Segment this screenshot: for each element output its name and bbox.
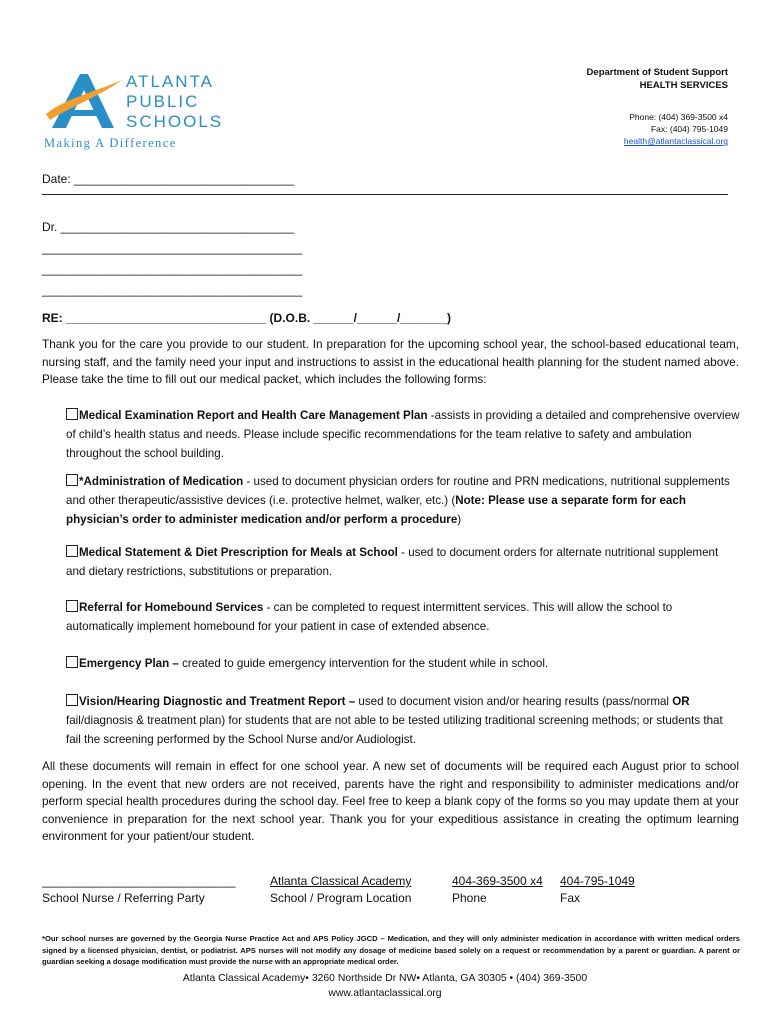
form-item bbox=[66, 543, 740, 581]
contact-phone: Phone: (404) 369-3500 x4 bbox=[629, 112, 728, 122]
department-services: HEALTH SERVICES bbox=[639, 80, 728, 91]
department-name: Department of Student Support bbox=[586, 67, 728, 78]
doctor-address-line[interactable]: _______________________________________ bbox=[42, 283, 303, 297]
footer-address: Atlanta Classical Academy• 3260 Northside Dr NW• Atlanta, GA 30305 • (404) 369-3500 bbox=[182, 973, 588, 984]
footer-website-link[interactable]: www.atlantaclassical.org bbox=[328, 988, 442, 999]
aps-logo bbox=[40, 68, 240, 158]
form-description: created to guide emergency intervention for the student while in school. bbox=[178, 657, 549, 670]
form-description-end: ) bbox=[457, 513, 462, 526]
re-student-dob-field[interactable]: RE: ______________________________ (D.O.B. ______/______/_______) bbox=[42, 311, 452, 325]
form-note: Note: Please use a separate form for each physician’s order to administer medication and/or perform a procedure bbox=[66, 494, 686, 526]
form-checkbox[interactable] bbox=[66, 694, 78, 706]
contact-block bbox=[624, 111, 728, 147]
form-title: Medical Examination Report and Health Care Management Plan bbox=[79, 409, 428, 422]
form-item bbox=[66, 654, 740, 673]
form-checkbox[interactable] bbox=[66, 600, 78, 612]
form-checkbox[interactable] bbox=[66, 545, 78, 557]
phone-label: Phone bbox=[452, 891, 487, 905]
logo-line-2: PUBLIC bbox=[126, 92, 200, 111]
form-title: Emergency Plan – bbox=[79, 657, 179, 670]
form-checkbox[interactable] bbox=[66, 656, 78, 668]
date-field[interactable]: Date: _________________________________ bbox=[42, 172, 295, 186]
form-item bbox=[66, 472, 740, 529]
fax-label: Fax bbox=[560, 891, 581, 905]
nurse-signature-field[interactable]: _____________________________ bbox=[42, 874, 236, 888]
fax-value: 404-795-1049 bbox=[560, 874, 635, 888]
form-description: - can be completed to request intermittent services. This will allow the school to automatically implement homebound for your patient in case of extended absence. bbox=[66, 601, 673, 633]
form-description: - used to document physician orders for routine and PRN medications, nutritional supplements and other therapeutic/assistive devices (i.e. protective helmet, walker, etc.) ( bbox=[66, 475, 730, 507]
form-item bbox=[66, 598, 740, 636]
nurse-signature-label: School Nurse / Referring Party bbox=[42, 891, 205, 905]
logo-line-1: ATLANTA bbox=[126, 72, 214, 91]
closing-paragraph: All these documents will remain in effect for one school year. A new set of documents will be required each August prior to school opening. In the event that new orders are not received, parents have the right and responsibility to administer medications and/or perform special health procedures during the school day. Feel free to keep a blank copy of the forms so you may update them at your convenience in preparation for the next school year. Thank you for your expeditious assistance in creating the optimum learning environment for your patient/our student. bbox=[42, 759, 739, 844]
logo-tagline: Making A Difference bbox=[44, 136, 177, 150]
form-description: used to document vision and/or hearing results (pass/normal bbox=[355, 695, 673, 708]
school-location-label: School / Program Location bbox=[270, 891, 412, 905]
form-description-end: fail/diagnosis & treatment plan) for students that are not able to be tested utilizing traditional screening methods; or students that fail the screening performed by the School Nurse and/or Audiologist. bbox=[66, 714, 723, 746]
form-title: Vision/Hearing Diagnostic and Treatment Report – bbox=[79, 695, 356, 708]
form-description: -assists in providing a detailed and comprehensive overview of child’s health status and needs. Please include specific recommendations for the team relative to safety and ambulation throughout the school building. bbox=[66, 409, 740, 460]
department-header bbox=[587, 66, 728, 92]
form-item bbox=[66, 692, 740, 749]
doctor-name-field[interactable]: Dr. ___________________________________ bbox=[42, 220, 295, 234]
form-checkbox[interactable] bbox=[66, 408, 78, 420]
aps-logo-icon bbox=[44, 70, 124, 132]
contact-fax: Fax: (404) 795-1049 bbox=[650, 124, 728, 134]
contact-email-link[interactable]: health@atlantaclassical.org bbox=[623, 136, 728, 146]
phone-value: 404-369-3500 x4 bbox=[452, 874, 543, 888]
form-description: - used to document orders for alternate nutritional supplement and dietary restrictions, substitutions or preparation. bbox=[66, 546, 719, 578]
logo-line-3: SCHOOLS bbox=[126, 112, 224, 131]
form-title: Medical Statement & Diet Prescription for Meals at School bbox=[79, 546, 398, 559]
header-divider bbox=[42, 194, 728, 195]
form-checkbox[interactable] bbox=[66, 474, 78, 486]
form-title: Referral for Homebound Services bbox=[79, 601, 264, 614]
doctor-address-line[interactable]: _______________________________________ bbox=[42, 241, 303, 255]
doctor-address-line[interactable]: _______________________________________ bbox=[42, 262, 303, 276]
form-bold-or: OR bbox=[672, 695, 690, 708]
form-title: *Administration of Medication bbox=[79, 475, 244, 488]
form-item bbox=[66, 406, 740, 463]
school-location-value: Atlanta Classical Academy bbox=[270, 874, 412, 888]
intro-paragraph: Thank you for the care you provide to our student. In preparation for the upcoming school year, the school-based educational team, nursing staff, and the family need your input and instructions to assist in the educational health planning for the student named above. Please take the time to fill out our medical packet, which includes the following forms: bbox=[42, 337, 739, 387]
nurse-practice-footnote: *Our school nurses are governed by the Georgia Nurse Practice Act and APS Policy JGCD – Medication, and they will only administer medication in accordance with written medical orders signed by a licensed physician, dentist, or podiatrist. APS nurses will not modify any dosage of medicine based solely on a request or recommendation by a parent or guardian. A parent or guardian seeking a dosage modification must provide the nurse with an appropriate medical order. bbox=[42, 934, 740, 967]
